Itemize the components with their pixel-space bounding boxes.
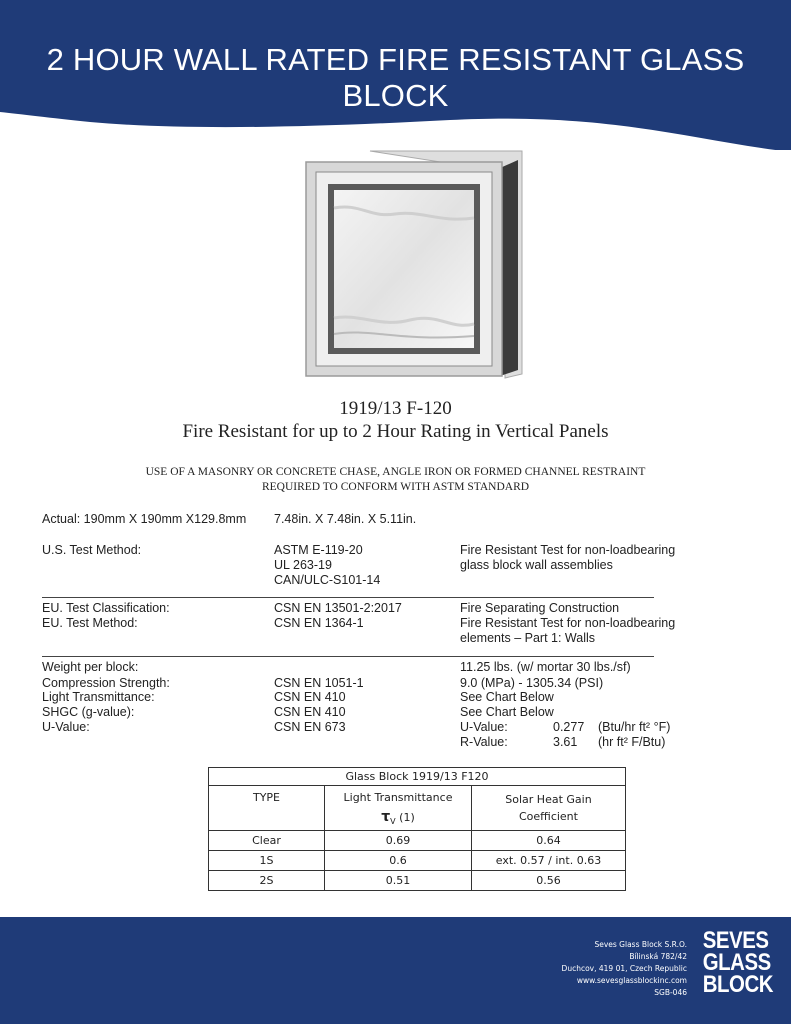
eu-method-desc-line: elements – Part 1: Walls: [460, 631, 596, 645]
product-subtitle: Fire Resistant for up to 2 Hour Rating in Vertical Panels: [182, 421, 609, 442]
rvalue-unit: (hr ft² F/Btu): [598, 735, 666, 749]
us-test-standards: [274, 543, 380, 588]
compression-value: 9.0 (MPa) - 1305.34 (PSI): [460, 676, 604, 690]
tau-subscript: V: [390, 817, 396, 827]
uvalue-name: U-Value:: [460, 720, 508, 734]
logo-line: BLOCK: [702, 971, 774, 998]
us-test-label: U.S. Test Method:: [42, 543, 142, 557]
tau-symbol: τ: [381, 809, 391, 825]
document-code: SGB-046: [654, 988, 687, 997]
notice-line: USE OF A MASONRY OR CONCRETE CHASE, ANGLE IRON OR FORMED CHANNEL RESTRAINT: [145, 466, 646, 478]
actual-dimensions-metric: Actual: 190mm X 190mm X129.8mm: [42, 512, 247, 526]
eu-method-desc-line: Fire Resistant Test for non-loadbearing: [460, 616, 676, 630]
compression-standard: CSN EN 1051-1: [274, 676, 364, 690]
page-title: 2 HOUR WALL RATED FIRE RESISTANT GLASS BLOCK: [46, 42, 745, 113]
header-light-line: Light Transmittance: [343, 791, 453, 804]
logo-line: GLASS: [702, 949, 771, 976]
header-shgc-line: Coefficient: [519, 810, 578, 823]
product-model: 1919/13 F-120: [339, 398, 452, 419]
footer-banner: [0, 917, 791, 1024]
us-test-description: [460, 543, 675, 573]
uvalue-unit: (Btu/hr ft² °F): [598, 720, 671, 734]
shgc-standard: CSN EN 410: [274, 705, 346, 719]
cell-light-transmittance: 0.69: [325, 831, 472, 851]
header-light-transmittance: [325, 786, 472, 831]
address-city: Duchcov, 419 01, Czech Republic: [561, 964, 687, 973]
cell-shgc: ext. 0.57 / int. 0.63: [472, 851, 626, 871]
eu-classification-label: EU. Test Classification:: [42, 601, 170, 615]
cell-shgc: 0.64: [472, 831, 626, 851]
light-transmittance-standard: CSN EN 410: [274, 690, 346, 704]
light-transmittance-value: See Chart Below: [460, 690, 554, 704]
cell-shgc: 0.56: [472, 871, 626, 891]
compression-label: Compression Strength:: [42, 676, 170, 690]
company-address: [562, 939, 687, 999]
table-row: [209, 831, 626, 851]
table-row: [209, 871, 626, 891]
uvalue-standard: CSN EN 673: [274, 720, 346, 734]
notice-line: REQUIRED TO CONFORM WITH ASTM STANDARD: [261, 481, 530, 493]
uvalue-label: U-Value:: [42, 720, 90, 734]
uvalue-number: 0.277: [553, 720, 585, 734]
us-test-standard: UL 263-19: [274, 558, 332, 572]
glass-block-photo-icon: [300, 148, 525, 380]
eu-method-description: [460, 616, 675, 646]
company-website[interactable]: www.sevesglassblockinc.com: [576, 976, 687, 985]
cell-light-transmittance: 0.6: [325, 851, 472, 871]
us-test-desc-line: glass block wall assemblies: [460, 558, 613, 572]
divider: [42, 656, 654, 657]
light-transmittance-label: Light Transmittance:: [42, 690, 155, 704]
header-shgc-line: Solar Heat Gain: [505, 793, 592, 806]
logo-line: SEVES: [702, 927, 769, 954]
cell-type: 1S: [209, 851, 325, 871]
weight-label: Weight per block:: [42, 660, 139, 674]
eu-method-label: EU. Test Method:: [42, 616, 138, 630]
cell-type: Clear: [209, 831, 325, 851]
eu-classification-standard: CSN EN 13501-2:2017: [274, 601, 402, 615]
weight-value: 11.25 lbs. (w/ mortar 30 lbs./sf): [460, 660, 631, 674]
rvalue-number: 3.61: [553, 735, 578, 749]
shgc-value: See Chart Below: [460, 705, 554, 719]
header-light-symbol-line: [325, 809, 471, 826]
header-type: TYPE: [209, 786, 325, 831]
eu-method-standard: CSN EN 1364-1: [274, 616, 364, 630]
installation-notice: [0, 465, 791, 495]
divider: [42, 597, 654, 598]
shgc-label: SHGC (g-value):: [42, 705, 135, 719]
us-test-standard: ASTM E-119-20: [274, 543, 363, 557]
header-shgc: [472, 786, 626, 831]
cell-type: 2S: [209, 871, 325, 891]
actual-dimensions-imperial: 7.48in. X 7.48in. X 5.11in.: [274, 512, 417, 526]
footnote-ref: (1): [399, 811, 415, 824]
eu-classification-description: Fire Separating Construction: [460, 601, 620, 615]
company-name: Seves Glass Block S.R.O.: [594, 940, 687, 949]
us-test-standard: CAN/ULC-S101-14: [274, 573, 381, 587]
glass-block-table: [208, 767, 626, 891]
rvalue-name: R-Value:: [460, 735, 508, 749]
header-banner: [0, 0, 791, 150]
seves-glass-block-logo: [697, 927, 774, 998]
address-street: Bílinská 782/42: [629, 952, 687, 961]
table-row: [209, 851, 626, 871]
us-test-desc-line: Fire Resistant Test for non-loadbearing: [460, 543, 676, 557]
cell-light-transmittance: 0.51: [325, 871, 472, 891]
table-title: Glass Block 1919/13 F120: [209, 768, 626, 786]
